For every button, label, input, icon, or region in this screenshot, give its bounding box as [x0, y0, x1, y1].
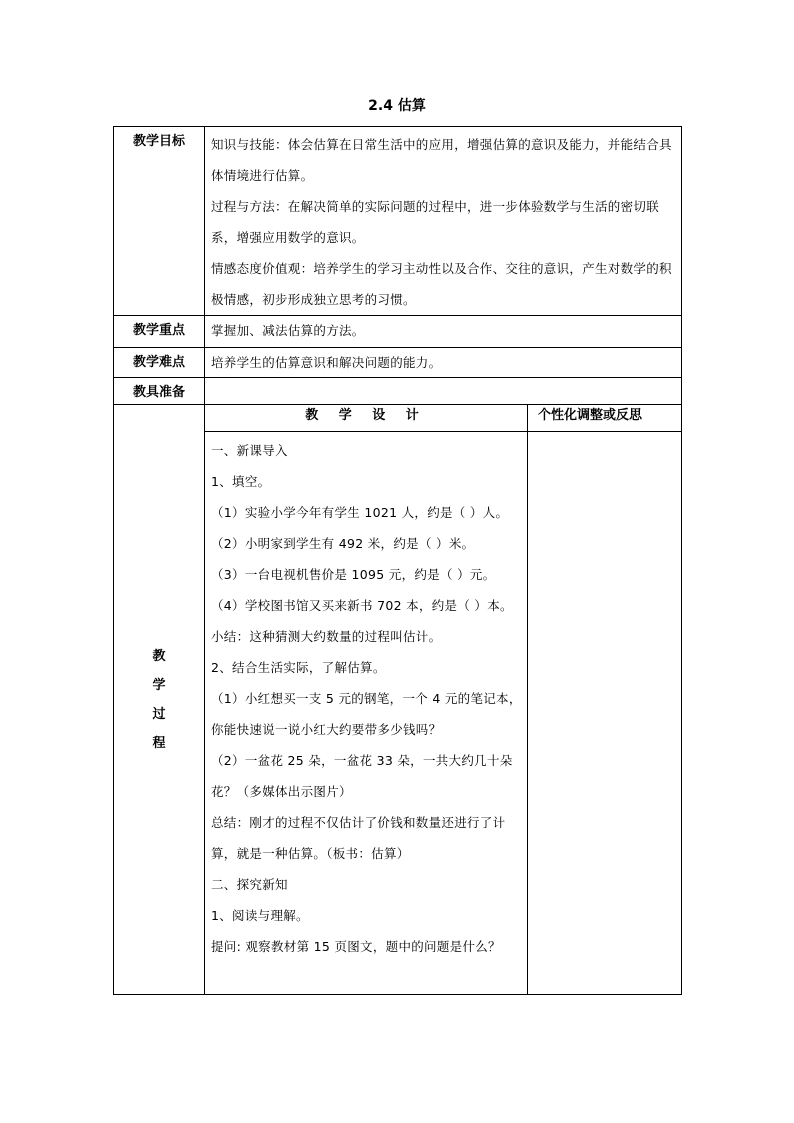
design-content	[205, 432, 528, 995]
process-header-row	[114, 405, 682, 432]
difficulty-content: 培养学生的估算意识和解决问题的能力。	[205, 348, 682, 378]
design-line: （1）实验小学今年有学生 1021 人，约是（ ）人。	[211, 505, 509, 520]
goal-paragraph: 知识与技能：体会估算在日常生活中的应用，增强估算的意识及能力，并能结合具体情境进行估算。	[211, 137, 672, 183]
reflection-header: 个性化调整或反思	[528, 405, 682, 432]
design-header: 教 学 设 计	[205, 405, 528, 432]
design-line: （1）小红想买一支 5 元的钢笔，一个 4 元的笔记本，你能快速说一说小红大约要带多少钱吗？	[211, 691, 522, 737]
document-title: 2.4 估算	[368, 98, 426, 114]
design-line: （2）一盆花 25 朵，一盆花 33 朵，一共大约几十朵花？（多媒体出示图片）	[211, 753, 513, 799]
process-label-char: 程	[152, 735, 166, 751]
key-point-row	[114, 316, 682, 348]
reflection-content	[528, 432, 682, 995]
process-label-char: 教	[152, 648, 166, 664]
tools-row	[114, 378, 682, 405]
design-line: 1、填空。	[211, 474, 271, 489]
design-line: （4）学校图书馆又买来新书 702 本，约是（ ）本。	[211, 598, 513, 613]
process-label-char: 过	[152, 706, 166, 722]
design-line: 2、结合生活实际，了解估算。	[211, 660, 386, 675]
design-line: （2）小明家到学生有 492 米，约是（ ）米。	[211, 536, 475, 551]
design-line: 小结：这种猜测大约数量的过程叫估计。	[211, 629, 442, 644]
tools-label: 教具准备	[114, 378, 205, 405]
design-line: 1、阅读与理解。	[211, 908, 309, 923]
design-line: 一、新课导入	[211, 443, 288, 458]
design-line: 二、探究新知	[211, 877, 288, 892]
goal-paragraph: 过程与方法：在解决简单的实际问题的过程中，进一步体验数学与生活的密切联系，增强应用数学的意识。	[211, 199, 660, 245]
process-label	[114, 405, 205, 995]
design-line: 提问: 观察教材第 15 页图文，题中的问题是什么？	[211, 939, 501, 954]
key-point-label: 教学重点	[114, 316, 205, 348]
lesson-plan-table	[113, 126, 682, 995]
design-line: 总结：刚才的过程不仅估计了价钱和数量还进行了计算，就是一种估算。（板书：估算）	[211, 815, 506, 861]
design-line: （3）一台电视机售价是 1095 元，约是（ ）元。	[211, 567, 496, 582]
goal-label: 教学目标	[114, 127, 205, 316]
process-label-char: 学	[152, 677, 166, 693]
difficulty-label: 教学难点	[114, 348, 205, 378]
goal-paragraph: 情感态度价值观：培养学生的学习主动性以及合作、交往的意识，产生对数学的积极情感，初步形成独立思考的习惯。	[211, 261, 672, 307]
goal-row	[114, 127, 682, 316]
tools-content	[205, 378, 682, 405]
key-point-content: 掌握加、减法估算的方法。	[205, 316, 682, 348]
goal-content	[205, 127, 682, 316]
difficulty-row	[114, 348, 682, 378]
